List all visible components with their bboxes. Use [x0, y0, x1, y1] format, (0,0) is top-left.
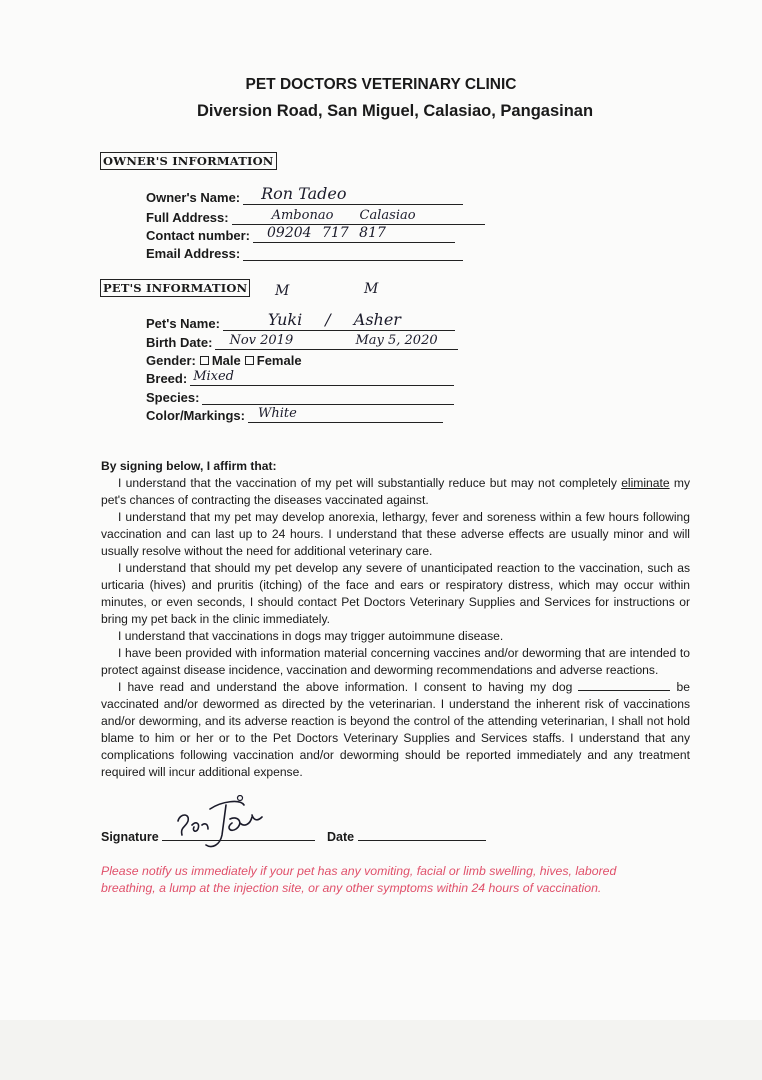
owner-name-row: [146, 184, 463, 205]
signature-field[interactable]: [162, 831, 315, 841]
signature-label: Signature: [101, 830, 159, 844]
clinic-address: Diversion Road, San Miguel, Calasiao, Pangasinan: [196, 102, 594, 120]
owner-address-label: Full Address:: [146, 210, 229, 225]
owner-name-label: Owner's Name:: [146, 190, 241, 205]
pet-color-field[interactable]: [248, 408, 443, 423]
gender-male-checkbox[interactable]: [200, 356, 209, 365]
pet-sex-mark-2: M: [364, 281, 379, 297]
pet-breed-row: [146, 371, 454, 386]
pet-color-label: Color/Markings:: [146, 408, 245, 423]
consent-paragraph-6: I have read and understand the above information. I consent to having my dog be vaccinated and/or dewormed as directed by the veterinarian. I understand the inherent risk of vaccinations and/or deworming, and its adverse reaction is beyond the control of the attending veterinarian, I shall not hold blame to him or her or to the Pet Doctors Veterinary Supplies and Services staffs. I understand that any complications following vaccination and/or deworming should be reported immediately and any treatment required will incur additional expense.: [101, 680, 690, 779]
owner-section-title: OWNER'S INFORMATION: [100, 152, 277, 170]
pet-color-value: White: [257, 406, 297, 421]
pet-name-value: Yuki / Asher: [267, 310, 401, 329]
gender-female-checkbox[interactable]: [245, 356, 254, 365]
consent-text: [101, 458, 690, 781]
owner-contact-value: 09204 717 817: [267, 225, 386, 241]
dog-name-field[interactable]: [578, 680, 670, 691]
owner-name-field[interactable]: [243, 184, 463, 205]
gender-male-label: Male: [211, 353, 241, 368]
consent-paragraph-4: I understand that vaccinations in dogs may trigger autoimmune disease.: [118, 629, 504, 643]
date-field[interactable]: [358, 831, 486, 841]
pet-section-title: PET'S INFORMATION: [100, 279, 250, 297]
pet-name-label: Pet's Name:: [146, 316, 220, 331]
vaccination-notice: Please notify us immediately if your pet has any vomiting, facial or limb swelling, hives, labored breathing, a lump at the injection site, or any other symptoms within 24 hours of vaccination.: [101, 864, 617, 895]
owner-address-row: [146, 210, 485, 225]
pet-color-row: [146, 408, 443, 423]
date-label: Date: [327, 830, 355, 844]
owner-email-label: Email Address:: [146, 246, 241, 261]
owner-address-value: Ambonao Calasiao: [271, 208, 416, 223]
pet-gender-row: [146, 353, 302, 368]
owner-email-field[interactable]: [243, 246, 463, 261]
owner-contact-label: Contact number:: [146, 228, 250, 243]
consent-paragraph-5: I have been provided with information material concerning vaccines and/or deworming that are intended to protect against disease incidence, vaccination and deworming recommendations and adverse reactions.: [101, 646, 690, 677]
consent-lead: By signing below, I affirm that:: [101, 459, 277, 473]
consent-paragraph-2: I understand that my pet may develop anorexia, lethargy, fever and soreness within a few hours following vaccination and can last up to 24 hours. I understand that these adverse effects are usually minor and will usually resolve without the need for additional veterinary care.: [101, 510, 690, 558]
pet-species-row: [146, 390, 454, 405]
pet-species-label: Species:: [146, 390, 200, 405]
consent-paragraph-3: I understand that should my pet develop any severe of unanticipated reaction to the vaccination, such as urticaria (hives) and pruritis (itching) of the face and ears or respiratory distress, which may occur within minutes, or even seconds, I should contact Pet Doctors Veterinary Supplies and Services for instructions or bring my pet back in the clinic immediately.: [101, 561, 690, 626]
consent-paragraph-1: I understand that the vaccination of my pet will substantially reduce but may not completely eliminate my pet's chances of contracting the diseases vaccinated against.: [101, 476, 690, 507]
owner-name-value: Ron Tadeo: [261, 184, 347, 203]
pet-breed-field[interactable]: [190, 371, 454, 386]
owner-contact-row: [146, 225, 455, 243]
date-row: [327, 830, 486, 844]
pet-gender-label: Gender:: [146, 353, 196, 368]
pet-breed-value: Mixed: [193, 369, 235, 384]
pet-birth-row: [146, 335, 458, 350]
owner-address-field[interactable]: [232, 210, 485, 225]
pet-sex-mark-1: M: [275, 283, 290, 299]
pet-breed-label: Breed:: [146, 371, 188, 386]
pet-birth-field[interactable]: [215, 335, 458, 350]
pet-birth-value-1: Nov 2019: [229, 333, 294, 348]
pet-species-field[interactable]: [202, 390, 454, 405]
handwritten-signature: [170, 795, 280, 853]
owner-contact-field[interactable]: [253, 225, 455, 243]
signature-row: [101, 830, 315, 844]
clinic-name: PET DOCTORS VETERINARY CLINIC: [245, 76, 517, 93]
pet-birth-value-2: May 5, 2020: [355, 333, 438, 348]
pet-birth-label: Birth Date:: [146, 335, 213, 350]
gender-female-label: Female: [256, 353, 302, 368]
owner-email-row: [146, 246, 463, 261]
pet-name-field[interactable]: [223, 310, 455, 331]
pet-name-row: [146, 310, 455, 331]
